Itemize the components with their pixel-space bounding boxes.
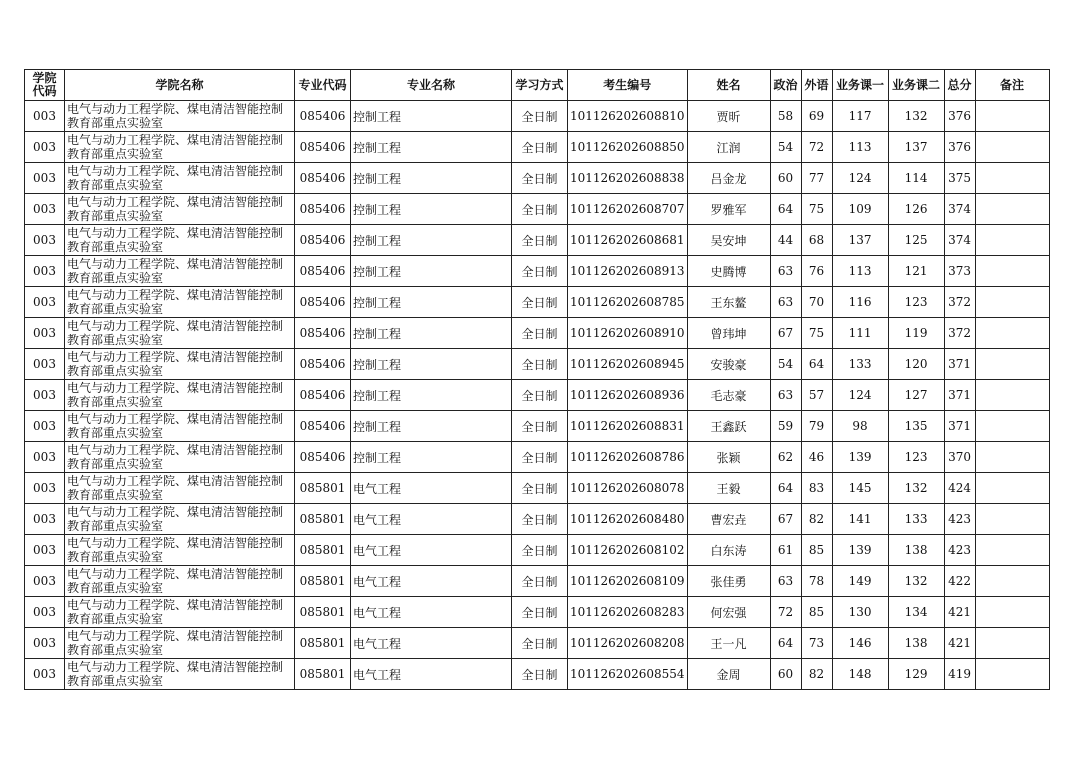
major-name-cell: 控制工程 — [351, 380, 512, 411]
course1-cell: 146 — [832, 628, 888, 659]
exam-id-cell: 101126202608208 — [568, 628, 688, 659]
header-major-name: 专业名称 — [351, 70, 512, 101]
header-major-code: 专业代码 — [295, 70, 351, 101]
exam-id-cell: 101126202608913 — [568, 256, 688, 287]
college-code-cell: 003 — [25, 225, 65, 256]
college-code-cell: 003 — [25, 163, 65, 194]
table-row — [25, 380, 1050, 411]
remark-cell — [975, 473, 1049, 504]
table-row — [25, 256, 1050, 287]
name-cell: 张佳勇 — [687, 566, 770, 597]
course1-cell: 130 — [832, 597, 888, 628]
name-cell: 曹宏垚 — [687, 504, 770, 535]
total-cell: 373 — [944, 256, 975, 287]
remark-cell — [975, 380, 1049, 411]
header-politics: 政治 — [770, 70, 801, 101]
course2-cell: 133 — [888, 504, 944, 535]
college-name-cell: 电气与动力工程学院、煤电清洁智能控制教育部重点实验室 — [65, 473, 295, 504]
major-name-cell: 电气工程 — [351, 628, 512, 659]
politics-cell: 60 — [770, 659, 801, 690]
course2-cell: 121 — [888, 256, 944, 287]
politics-cell: 54 — [770, 132, 801, 163]
header-remark: 备注 — [975, 70, 1049, 101]
header-college-name: 学院名称 — [65, 70, 295, 101]
exam-id-cell: 101126202608109 — [568, 566, 688, 597]
remark-cell — [975, 101, 1049, 132]
name-cell: 王东鳌 — [687, 287, 770, 318]
course2-cell: 129 — [888, 659, 944, 690]
course2-cell: 134 — [888, 597, 944, 628]
course2-cell: 123 — [888, 287, 944, 318]
foreign-cell: 64 — [801, 349, 832, 380]
course2-cell: 125 — [888, 225, 944, 256]
name-cell: 安骏豪 — [687, 349, 770, 380]
remark-cell — [975, 659, 1049, 690]
study-mode-cell: 全日制 — [512, 349, 568, 380]
politics-cell: 72 — [770, 597, 801, 628]
major-name-cell: 电气工程 — [351, 504, 512, 535]
header-college-code: 学院代码 — [25, 70, 65, 101]
politics-cell: 62 — [770, 442, 801, 473]
study-mode-cell: 全日制 — [512, 535, 568, 566]
foreign-cell: 78 — [801, 566, 832, 597]
course1-cell: 109 — [832, 194, 888, 225]
study-mode-cell: 全日制 — [512, 163, 568, 194]
major-code-cell: 085406 — [295, 411, 351, 442]
college-code-cell: 003 — [25, 504, 65, 535]
total-cell: 371 — [944, 411, 975, 442]
total-cell: 371 — [944, 349, 975, 380]
total-cell: 374 — [944, 194, 975, 225]
header-foreign: 外语 — [801, 70, 832, 101]
course1-cell: 117 — [832, 101, 888, 132]
foreign-cell: 82 — [801, 504, 832, 535]
politics-cell: 60 — [770, 163, 801, 194]
college-code-cell: 003 — [25, 535, 65, 566]
college-name-cell: 电气与动力工程学院、煤电清洁智能控制教育部重点实验室 — [65, 163, 295, 194]
exam-id-cell: 101126202608283 — [568, 597, 688, 628]
total-cell: 371 — [944, 380, 975, 411]
study-mode-cell: 全日制 — [512, 597, 568, 628]
course1-cell: 124 — [832, 163, 888, 194]
major-name-cell: 控制工程 — [351, 287, 512, 318]
major-name-cell: 电气工程 — [351, 566, 512, 597]
politics-cell: 63 — [770, 287, 801, 318]
college-name-cell: 电气与动力工程学院、煤电清洁智能控制教育部重点实验室 — [65, 287, 295, 318]
course1-cell: 141 — [832, 504, 888, 535]
college-code-cell: 003 — [25, 132, 65, 163]
header-row — [25, 70, 1050, 101]
college-code-cell: 003 — [25, 287, 65, 318]
course2-cell: 119 — [888, 318, 944, 349]
study-mode-cell: 全日制 — [512, 194, 568, 225]
study-mode-cell: 全日制 — [512, 566, 568, 597]
exam-id-cell: 101126202608910 — [568, 318, 688, 349]
foreign-cell: 69 — [801, 101, 832, 132]
name-cell: 毛志豪 — [687, 380, 770, 411]
college-name-cell: 电气与动力工程学院、煤电清洁智能控制教育部重点实验室 — [65, 628, 295, 659]
name-cell: 白东涛 — [687, 535, 770, 566]
college-name-cell: 电气与动力工程学院、煤电清洁智能控制教育部重点实验室 — [65, 659, 295, 690]
study-mode-cell: 全日制 — [512, 256, 568, 287]
table-row — [25, 597, 1050, 628]
remark-cell — [975, 225, 1049, 256]
course1-cell: 145 — [832, 473, 888, 504]
course2-cell: 138 — [888, 535, 944, 566]
major-name-cell: 控制工程 — [351, 132, 512, 163]
college-code-cell: 003 — [25, 101, 65, 132]
table-row — [25, 132, 1050, 163]
table-row — [25, 318, 1050, 349]
major-code-cell: 085406 — [295, 194, 351, 225]
foreign-cell: 82 — [801, 659, 832, 690]
exam-id-cell: 101126202608681 — [568, 225, 688, 256]
politics-cell: 64 — [770, 194, 801, 225]
college-code-cell: 003 — [25, 473, 65, 504]
foreign-cell: 68 — [801, 225, 832, 256]
study-mode-cell: 全日制 — [512, 442, 568, 473]
major-code-cell: 085406 — [295, 287, 351, 318]
total-cell: 421 — [944, 628, 975, 659]
header-course1: 业务课一 — [832, 70, 888, 101]
college-name-cell: 电气与动力工程学院、煤电清洁智能控制教育部重点实验室 — [65, 225, 295, 256]
study-mode-cell: 全日制 — [512, 628, 568, 659]
college-name-cell: 电气与动力工程学院、煤电清洁智能控制教育部重点实验室 — [65, 380, 295, 411]
foreign-cell: 73 — [801, 628, 832, 659]
course2-cell: 120 — [888, 349, 944, 380]
total-cell: 419 — [944, 659, 975, 690]
course2-cell: 135 — [888, 411, 944, 442]
major-code-cell: 085406 — [295, 380, 351, 411]
header-total: 总分 — [944, 70, 975, 101]
foreign-cell: 85 — [801, 597, 832, 628]
exam-id-cell: 101126202608831 — [568, 411, 688, 442]
exam-id-cell: 101126202608838 — [568, 163, 688, 194]
politics-cell: 44 — [770, 225, 801, 256]
exam-id-cell: 101126202608786 — [568, 442, 688, 473]
total-cell: 376 — [944, 132, 975, 163]
exam-id-cell: 101126202608102 — [568, 535, 688, 566]
major-code-cell: 085801 — [295, 597, 351, 628]
course1-cell: 113 — [832, 256, 888, 287]
college-code-cell: 003 — [25, 349, 65, 380]
foreign-cell: 57 — [801, 380, 832, 411]
major-name-cell: 控制工程 — [351, 101, 512, 132]
major-code-cell: 085406 — [295, 225, 351, 256]
table-row — [25, 194, 1050, 225]
course2-cell: 126 — [888, 194, 944, 225]
college-name-cell: 电气与动力工程学院、煤电清洁智能控制教育部重点实验室 — [65, 132, 295, 163]
name-cell: 罗雅军 — [687, 194, 770, 225]
exam-id-cell: 101126202608078 — [568, 473, 688, 504]
remark-cell — [975, 442, 1049, 473]
table-row — [25, 628, 1050, 659]
course2-cell: 114 — [888, 163, 944, 194]
major-name-cell: 电气工程 — [351, 535, 512, 566]
college-name-cell: 电气与动力工程学院、煤电清洁智能控制教育部重点实验室 — [65, 349, 295, 380]
name-cell: 何宏强 — [687, 597, 770, 628]
study-mode-cell: 全日制 — [512, 504, 568, 535]
course2-cell: 132 — [888, 566, 944, 597]
college-code-cell: 003 — [25, 442, 65, 473]
exam-id-cell: 101126202608945 — [568, 349, 688, 380]
course1-cell: 124 — [832, 380, 888, 411]
politics-cell: 67 — [770, 504, 801, 535]
college-name-cell: 电气与动力工程学院、煤电清洁智能控制教育部重点实验室 — [65, 597, 295, 628]
exam-id-cell: 101126202608810 — [568, 101, 688, 132]
major-code-cell: 085406 — [295, 318, 351, 349]
table-row — [25, 566, 1050, 597]
politics-cell: 63 — [770, 256, 801, 287]
politics-cell: 61 — [770, 535, 801, 566]
table-row — [25, 411, 1050, 442]
course2-cell: 137 — [888, 132, 944, 163]
college-name-cell: 电气与动力工程学院、煤电清洁智能控制教育部重点实验室 — [65, 442, 295, 473]
college-code-cell: 003 — [25, 256, 65, 287]
name-cell: 史腾博 — [687, 256, 770, 287]
course1-cell: 148 — [832, 659, 888, 690]
table-row — [25, 659, 1050, 690]
total-cell: 421 — [944, 597, 975, 628]
course2-cell: 138 — [888, 628, 944, 659]
total-cell: 370 — [944, 442, 975, 473]
politics-cell: 67 — [770, 318, 801, 349]
major-name-cell: 控制工程 — [351, 194, 512, 225]
major-name-cell: 控制工程 — [351, 163, 512, 194]
total-cell: 376 — [944, 101, 975, 132]
major-code-cell: 085406 — [295, 163, 351, 194]
remark-cell — [975, 535, 1049, 566]
total-cell: 372 — [944, 287, 975, 318]
score-table — [24, 69, 1050, 690]
major-name-cell: 电气工程 — [351, 659, 512, 690]
foreign-cell: 70 — [801, 287, 832, 318]
remark-cell — [975, 132, 1049, 163]
college-code-cell: 003 — [25, 597, 65, 628]
major-name-cell: 控制工程 — [351, 411, 512, 442]
remark-cell — [975, 163, 1049, 194]
exam-id-cell: 101126202608936 — [568, 380, 688, 411]
course1-cell: 149 — [832, 566, 888, 597]
major-code-cell: 085801 — [295, 473, 351, 504]
major-code-cell: 085801 — [295, 535, 351, 566]
college-code-cell: 003 — [25, 318, 65, 349]
course2-cell: 132 — [888, 473, 944, 504]
college-code-cell: 003 — [25, 566, 65, 597]
college-code-cell: 003 — [25, 659, 65, 690]
study-mode-cell: 全日制 — [512, 132, 568, 163]
major-code-cell: 085801 — [295, 504, 351, 535]
exam-id-cell: 101126202608785 — [568, 287, 688, 318]
study-mode-cell: 全日制 — [512, 318, 568, 349]
table-row — [25, 473, 1050, 504]
table-row — [25, 442, 1050, 473]
politics-cell: 63 — [770, 566, 801, 597]
major-name-cell: 控制工程 — [351, 318, 512, 349]
total-cell: 424 — [944, 473, 975, 504]
header-name: 姓名 — [687, 70, 770, 101]
total-cell: 422 — [944, 566, 975, 597]
exam-id-cell: 101126202608850 — [568, 132, 688, 163]
politics-cell: 58 — [770, 101, 801, 132]
major-code-cell: 085406 — [295, 101, 351, 132]
name-cell: 王一凡 — [687, 628, 770, 659]
remark-cell — [975, 287, 1049, 318]
politics-cell: 59 — [770, 411, 801, 442]
header-course2: 业务课二 — [888, 70, 944, 101]
major-name-cell: 电气工程 — [351, 473, 512, 504]
course2-cell: 123 — [888, 442, 944, 473]
foreign-cell: 83 — [801, 473, 832, 504]
foreign-cell: 75 — [801, 194, 832, 225]
remark-cell — [975, 411, 1049, 442]
exam-id-cell: 101126202608554 — [568, 659, 688, 690]
total-cell: 423 — [944, 504, 975, 535]
college-code-cell: 003 — [25, 194, 65, 225]
foreign-cell: 72 — [801, 132, 832, 163]
table-row — [25, 225, 1050, 256]
header-exam-id: 考生编号 — [568, 70, 688, 101]
study-mode-cell: 全日制 — [512, 411, 568, 442]
name-cell: 吴安坤 — [687, 225, 770, 256]
study-mode-cell: 全日制 — [512, 225, 568, 256]
remark-cell — [975, 349, 1049, 380]
college-name-cell: 电气与动力工程学院、煤电清洁智能控制教育部重点实验室 — [65, 101, 295, 132]
remark-cell — [975, 566, 1049, 597]
table-row — [25, 287, 1050, 318]
table-row — [25, 349, 1050, 380]
major-name-cell: 控制工程 — [351, 349, 512, 380]
remark-cell — [975, 318, 1049, 349]
course1-cell: 113 — [832, 132, 888, 163]
exam-id-cell: 101126202608480 — [568, 504, 688, 535]
name-cell: 吕金龙 — [687, 163, 770, 194]
name-cell: 王毅 — [687, 473, 770, 504]
study-mode-cell: 全日制 — [512, 287, 568, 318]
course1-cell: 116 — [832, 287, 888, 318]
table-row — [25, 101, 1050, 132]
course1-cell: 133 — [832, 349, 888, 380]
remark-cell — [975, 628, 1049, 659]
exam-id-cell: 101126202608707 — [568, 194, 688, 225]
total-cell: 374 — [944, 225, 975, 256]
college-name-cell: 电气与动力工程学院、煤电清洁智能控制教育部重点实验室 — [65, 256, 295, 287]
course1-cell: 111 — [832, 318, 888, 349]
header-study-mode: 学习方式 — [512, 70, 568, 101]
college-name-cell: 电气与动力工程学院、煤电清洁智能控制教育部重点实验室 — [65, 318, 295, 349]
study-mode-cell: 全日制 — [512, 101, 568, 132]
total-cell: 423 — [944, 535, 975, 566]
politics-cell: 64 — [770, 628, 801, 659]
course1-cell: 139 — [832, 442, 888, 473]
major-code-cell: 085406 — [295, 442, 351, 473]
course1-cell: 98 — [832, 411, 888, 442]
college-name-cell: 电气与动力工程学院、煤电清洁智能控制教育部重点实验室 — [65, 535, 295, 566]
course1-cell: 139 — [832, 535, 888, 566]
name-cell: 王鑫跃 — [687, 411, 770, 442]
foreign-cell: 75 — [801, 318, 832, 349]
college-code-cell: 003 — [25, 380, 65, 411]
major-code-cell: 085406 — [295, 349, 351, 380]
major-name-cell: 控制工程 — [351, 442, 512, 473]
name-cell: 曾玮坤 — [687, 318, 770, 349]
course2-cell: 132 — [888, 101, 944, 132]
college-code-cell: 003 — [25, 628, 65, 659]
politics-cell: 64 — [770, 473, 801, 504]
foreign-cell: 76 — [801, 256, 832, 287]
major-code-cell: 085801 — [295, 628, 351, 659]
table-row — [25, 163, 1050, 194]
major-code-cell: 085801 — [295, 659, 351, 690]
major-code-cell: 085406 — [295, 132, 351, 163]
study-mode-cell: 全日制 — [512, 380, 568, 411]
table-row — [25, 504, 1050, 535]
table-row — [25, 535, 1050, 566]
foreign-cell: 46 — [801, 442, 832, 473]
foreign-cell: 79 — [801, 411, 832, 442]
major-name-cell: 电气工程 — [351, 597, 512, 628]
name-cell: 江润 — [687, 132, 770, 163]
course2-cell: 127 — [888, 380, 944, 411]
foreign-cell: 77 — [801, 163, 832, 194]
remark-cell — [975, 256, 1049, 287]
major-name-cell: 控制工程 — [351, 225, 512, 256]
remark-cell — [975, 194, 1049, 225]
foreign-cell: 85 — [801, 535, 832, 566]
college-name-cell: 电气与动力工程学院、煤电清洁智能控制教育部重点实验室 — [65, 411, 295, 442]
college-name-cell: 电气与动力工程学院、煤电清洁智能控制教育部重点实验室 — [65, 566, 295, 597]
name-cell: 金周 — [687, 659, 770, 690]
college-code-cell: 003 — [25, 411, 65, 442]
course1-cell: 137 — [832, 225, 888, 256]
major-name-cell: 控制工程 — [351, 256, 512, 287]
politics-cell: 63 — [770, 380, 801, 411]
major-code-cell: 085801 — [295, 566, 351, 597]
study-mode-cell: 全日制 — [512, 473, 568, 504]
remark-cell — [975, 597, 1049, 628]
total-cell: 372 — [944, 318, 975, 349]
college-name-cell: 电气与动力工程学院、煤电清洁智能控制教育部重点实验室 — [65, 194, 295, 225]
total-cell: 375 — [944, 163, 975, 194]
name-cell: 张颖 — [687, 442, 770, 473]
major-code-cell: 085406 — [295, 256, 351, 287]
name-cell: 贾昕 — [687, 101, 770, 132]
remark-cell — [975, 504, 1049, 535]
politics-cell: 54 — [770, 349, 801, 380]
college-name-cell: 电气与动力工程学院、煤电清洁智能控制教育部重点实验室 — [65, 504, 295, 535]
study-mode-cell: 全日制 — [512, 659, 568, 690]
